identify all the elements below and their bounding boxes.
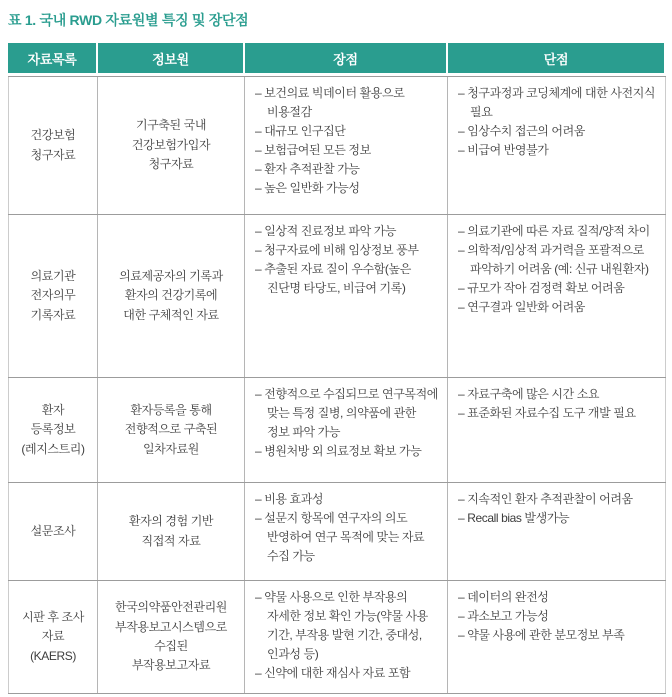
cell-cons bbox=[448, 77, 666, 214]
cell-pros bbox=[245, 77, 448, 214]
cons-item: – 약물 사용에 관한 분모정보 부족 bbox=[458, 627, 625, 642]
cons-item: – 의료기관에 따른 자료 질적/양적 차이 bbox=[458, 224, 650, 238]
pros-item: – 약물 사용으로 인한 부작용의 자세한 정보 확인 가능(약물 사용 기간, 부작용 발현 기간, 중대성, 인과성 등) bbox=[255, 590, 428, 661]
cons-item: – 의학적/임상적 과거력을 포괄적으로 파악하기 어려움 (예: 신규 내원환자) bbox=[458, 242, 649, 276]
pros-item: – 일상적 진료정보 파악 가능 bbox=[255, 224, 397, 238]
category-line: (레지스트리) bbox=[21, 441, 85, 456]
source-line: 환자의 건강기록에 bbox=[124, 288, 218, 303]
cons-item: – 청구과정과 코딩체계에 대한 사전지식 필요 bbox=[458, 86, 656, 119]
cell-source bbox=[98, 483, 245, 580]
cons-item: – Recall bias 발생가능 bbox=[458, 510, 570, 525]
source-line: 환자의 경험 기반 bbox=[128, 514, 214, 529]
category-line: 건강보험 bbox=[30, 128, 76, 143]
pros-item: – 설문지 항목에 연구자의 의도 반영하여 연구 목적에 맞는 자료 수집 가능 bbox=[255, 510, 425, 563]
source-line: 건강보험가입자 bbox=[131, 137, 211, 152]
table-row bbox=[8, 215, 666, 378]
pros-item: – 보건의료 빅데이터 활용으로 비용절감 bbox=[255, 86, 405, 119]
header-cell-cons: 단점 bbox=[448, 43, 664, 73]
category-line: 청구자료 bbox=[30, 147, 76, 162]
cons-item: – 지속적인 환자 추적관찰이 어려움 bbox=[458, 492, 633, 506]
cons-item: – 비급여 반영불가 bbox=[458, 142, 549, 157]
cell-category bbox=[8, 581, 98, 693]
table-row bbox=[8, 77, 666, 215]
pros-item: – 높은 일반화 가능성 bbox=[255, 180, 360, 195]
pros-item: – 병원처방 외 의료정보 확보 가능 bbox=[255, 443, 422, 458]
cons-item: – 과소보고 가능성 bbox=[458, 608, 549, 623]
cell-source bbox=[98, 215, 245, 377]
cell-category bbox=[8, 378, 98, 482]
table-row bbox=[8, 581, 666, 694]
category-line: 환자 bbox=[41, 402, 65, 417]
cell-source bbox=[98, 581, 245, 693]
category-line: 의료기관 bbox=[30, 268, 76, 283]
cons-item: – 규모가 작아 검정력 확보 어려움 bbox=[458, 280, 625, 295]
cell-category bbox=[8, 77, 98, 214]
pros-item: – 환자 추적관찰 가능 bbox=[255, 161, 360, 176]
source-line: 전향적으로 구축된 bbox=[124, 422, 218, 437]
source-line: 환자등록을 통해 bbox=[130, 402, 212, 417]
cell-source bbox=[98, 378, 245, 482]
cell-pros bbox=[245, 581, 448, 693]
pros-item: – 신약에 대한 재심사 자료 포함 bbox=[255, 665, 411, 680]
cell-cons bbox=[448, 378, 666, 482]
cons-item: – 표준화된 자료수집 도구 개발 필요 bbox=[458, 405, 636, 420]
cons-item: – 자료구축에 많은 시간 소요 bbox=[458, 387, 600, 401]
source-line: 부작용보고자료 bbox=[131, 658, 211, 673]
pros-item: – 추출된 자료 질이 우수함(높은 진단명 타당도, 비급여 기록) bbox=[255, 261, 411, 295]
source-line: 수집된 bbox=[154, 639, 188, 653]
source-line: 한국의약품안전관리원 bbox=[115, 600, 227, 615]
cell-pros bbox=[245, 378, 448, 482]
table-header-row bbox=[8, 43, 666, 73]
cons-item: – 임상수치 접근의 어려움 bbox=[458, 123, 585, 138]
table-title: 표 1. 국내 RWD 자료원별 특징 및 장단점 bbox=[8, 12, 249, 28]
category-line: 자료 bbox=[41, 629, 65, 644]
cell-source bbox=[98, 77, 245, 214]
source-line: 대한 구체적인 자료 bbox=[123, 307, 219, 322]
category-line: 기록자료 bbox=[30, 307, 76, 322]
header-cell-pros: 장점 bbox=[245, 43, 446, 73]
category-line: 설문조사 bbox=[30, 523, 76, 538]
source-line: 기구축된 국내 bbox=[135, 118, 207, 133]
cell-pros bbox=[245, 483, 448, 580]
table-row bbox=[8, 378, 666, 483]
source-line: 청구자료 bbox=[148, 157, 194, 172]
pros-item: – 청구자료에 비해 임상정보 풍부 bbox=[255, 242, 419, 257]
pros-item: – 대규모 인구집단 bbox=[255, 123, 346, 138]
cell-cons bbox=[448, 483, 666, 580]
cell-category bbox=[8, 483, 98, 580]
category-line: 등록정보 bbox=[30, 422, 76, 437]
category-line: 전자의무 bbox=[30, 288, 76, 303]
cell-pros bbox=[245, 215, 448, 377]
table-body bbox=[8, 76, 666, 694]
source-line: 일차자료원 bbox=[143, 441, 199, 456]
cell-cons bbox=[448, 581, 666, 693]
pros-item: – 전향적으로 수집되므로 연구목적에 맞는 특정 질병, 의약품에 관한 정보 파악 가능 bbox=[255, 387, 438, 439]
cons-item: – 데이터의 완전성 bbox=[458, 590, 549, 604]
source-line: 직접적 자료 bbox=[141, 533, 201, 548]
table-row bbox=[8, 483, 666, 581]
cell-category bbox=[8, 215, 98, 377]
source-line: 부작용보고시스템으로 bbox=[115, 619, 227, 634]
cons-item: – 연구결과 일반화 어려움 bbox=[458, 299, 585, 314]
cell-cons bbox=[448, 215, 666, 377]
header-cell-category: 자료목록 bbox=[8, 43, 96, 73]
pros-item: – 보험급여된 모든 정보 bbox=[255, 142, 371, 157]
pros-item: – 비용 효과성 bbox=[255, 492, 324, 506]
category-line: (KAERS) bbox=[30, 648, 76, 663]
category-line: 시판 후 조사 bbox=[22, 609, 84, 624]
source-line: 의료제공자의 기록과 bbox=[119, 268, 223, 283]
rwd-table bbox=[8, 43, 666, 694]
header-cell-source: 정보원 bbox=[98, 43, 243, 73]
